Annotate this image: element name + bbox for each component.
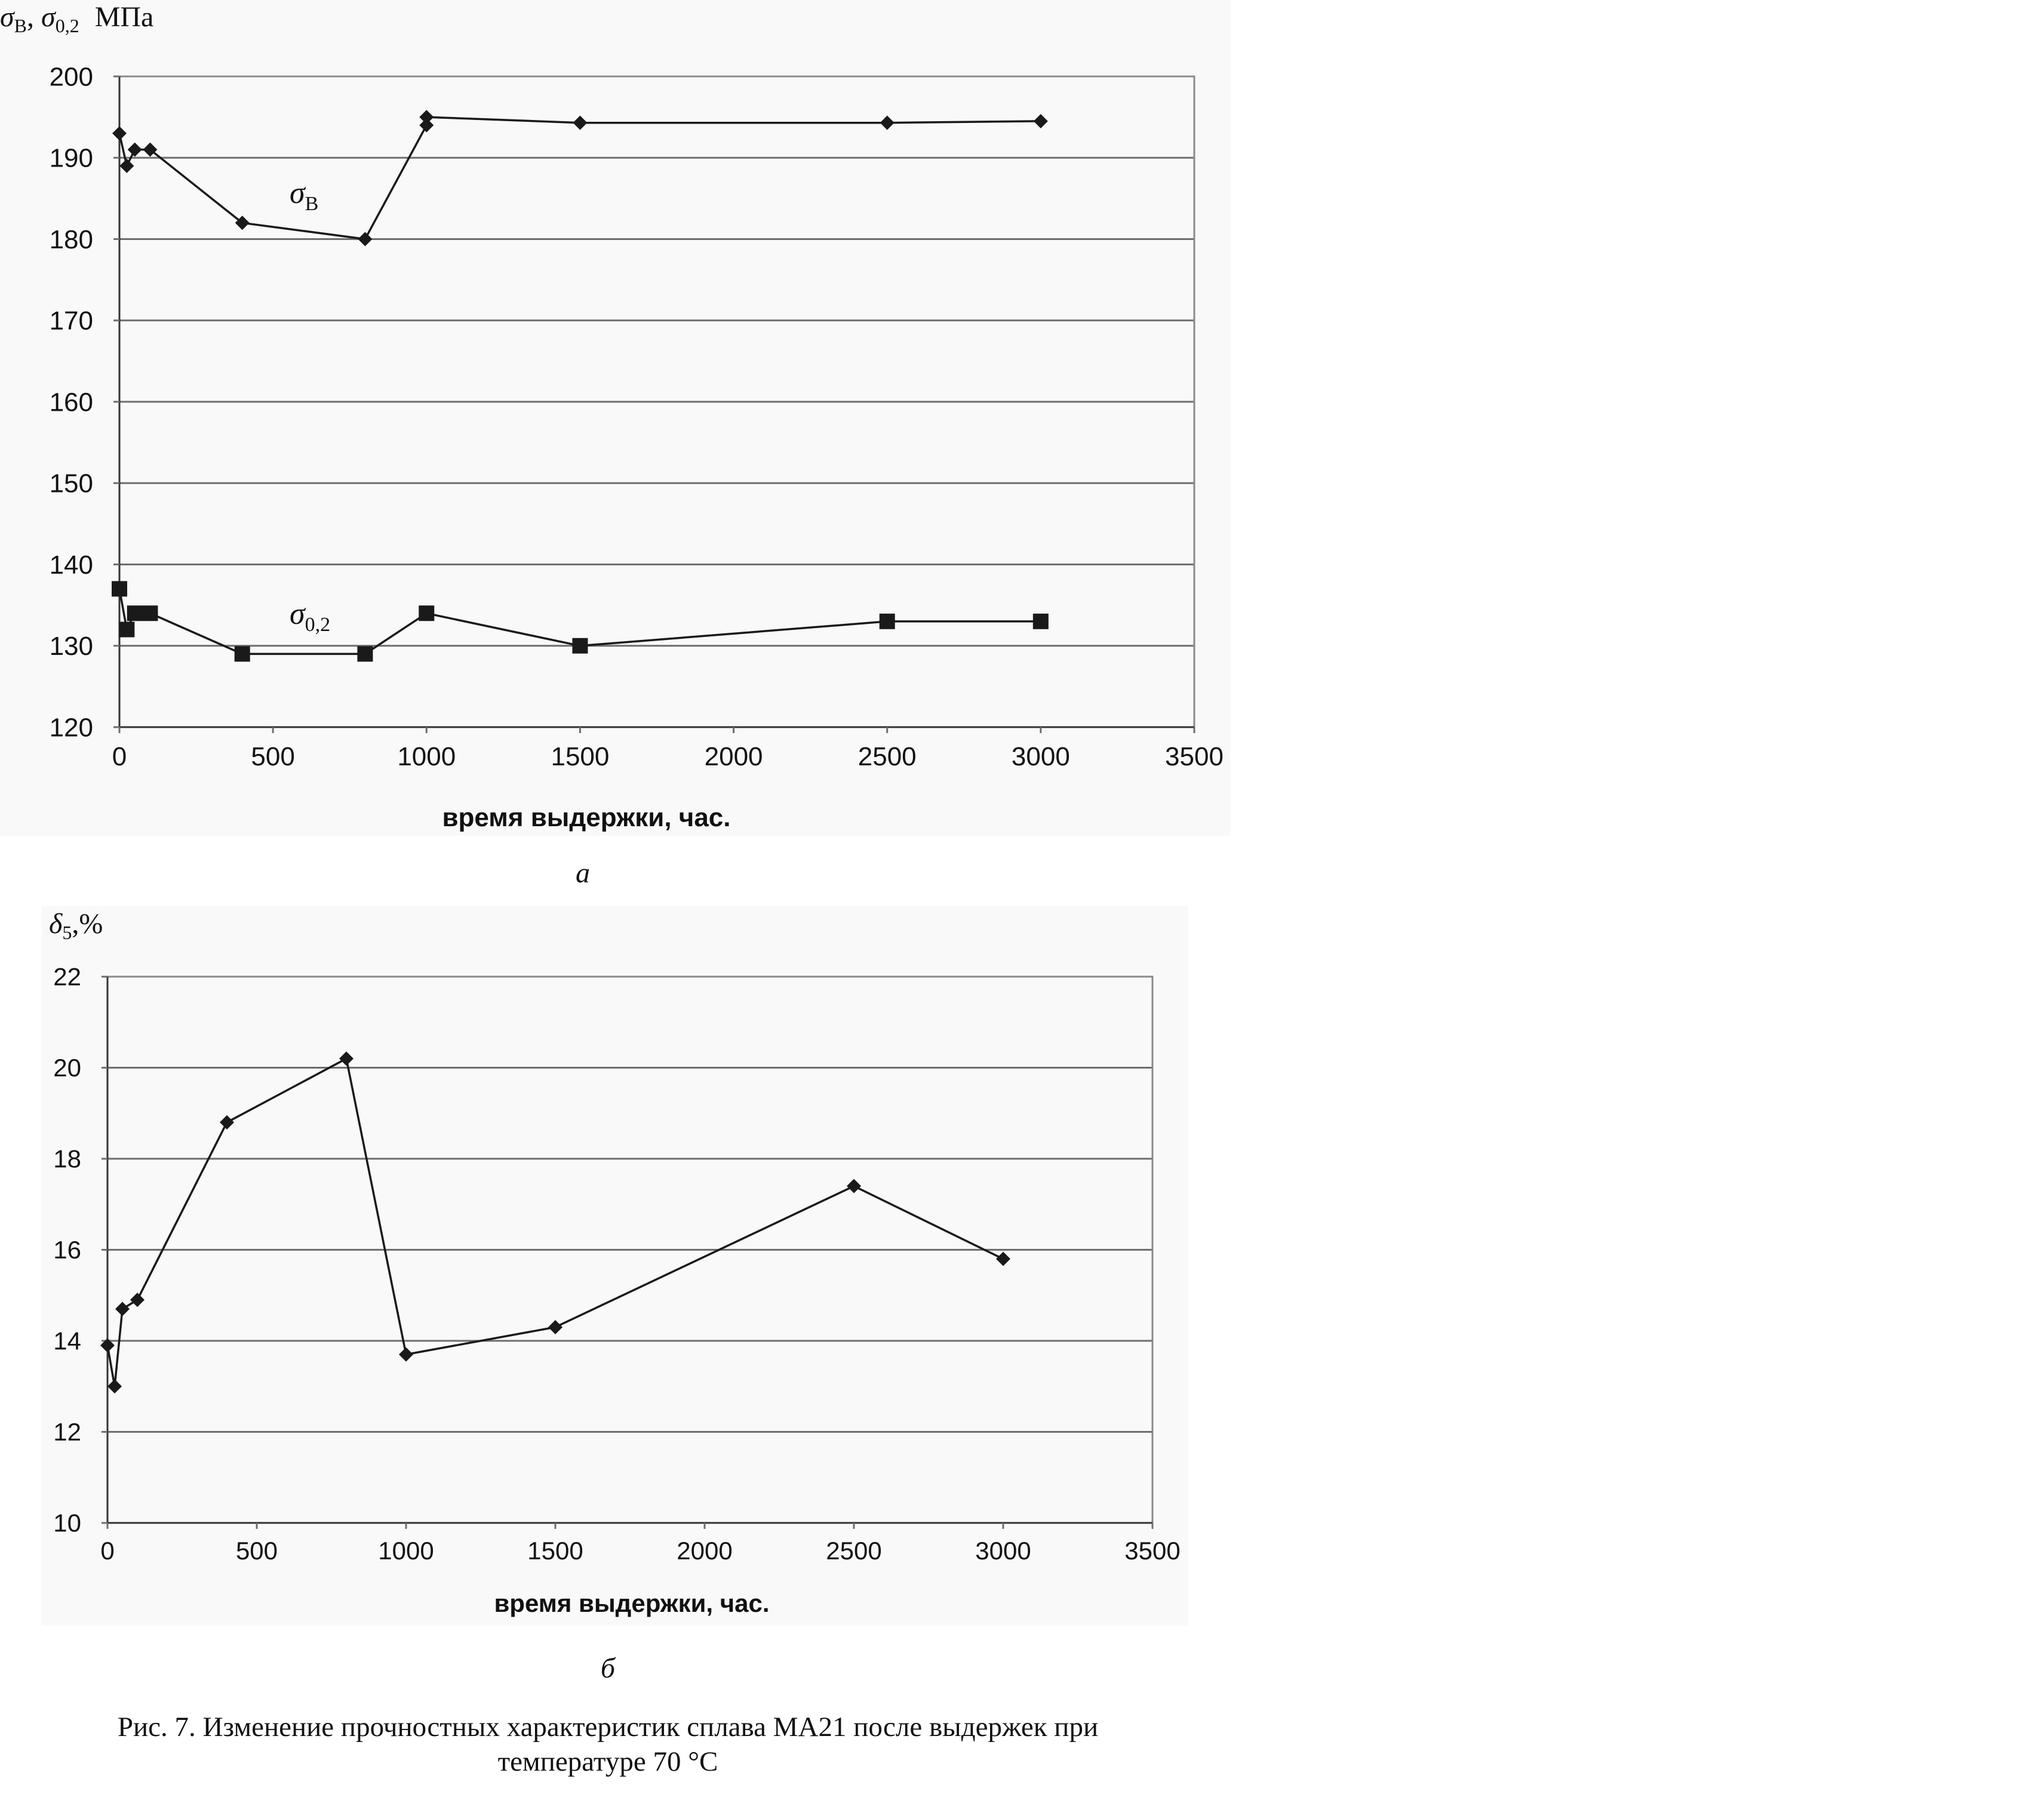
chart-b-y-title-main: δ: [49, 908, 63, 940]
chart-a-x-tick-label: 500: [251, 741, 295, 771]
chart-a-point-square: [1033, 614, 1049, 629]
chart-a-point-square: [142, 605, 158, 621]
chart-a-y-tick-label: 190: [49, 143, 93, 173]
chart-a-x-tick-label: 1000: [397, 741, 456, 771]
chart-a-y-tick-label: 140: [49, 550, 93, 580]
chart-a-y-tick-label: 160: [49, 387, 93, 417]
chart-b-x-tick-label: 3000: [975, 1536, 1031, 1565]
chart-a-x-tick-label: 2000: [704, 741, 763, 771]
chart-b-x-tick-label: 1500: [527, 1536, 583, 1565]
chart-a-point-square: [880, 614, 895, 629]
chart-a-point-square: [419, 605, 434, 621]
chart-a-y-tick-label: 200: [49, 62, 93, 92]
chart-b-y-tick-label: 22: [53, 962, 81, 991]
chart-a-y-title-unit: МПа: [94, 1, 154, 33]
chart-b-y-tick-label: 16: [53, 1236, 81, 1264]
chart-a-y-title-main: σ: [0, 1, 14, 33]
chart-a-x-tick-label: 3500: [1165, 741, 1224, 771]
chart-b-x-tick-label: 2000: [677, 1536, 733, 1565]
chart-b-x-tick-label: 3500: [1124, 1536, 1181, 1565]
chart-b-y-tick-label: 12: [53, 1418, 81, 1446]
chart-a-x-axis-title: время выдержки, час.: [442, 803, 731, 832]
chart-b-x-tick-label: 2500: [826, 1536, 882, 1565]
chart-b: [42, 906, 1188, 1626]
chart-b-background: [42, 906, 1188, 1626]
chart-b-y-tick-label: 18: [53, 1144, 81, 1173]
figure-caption-line-1: Рис. 7. Изменение прочностных характеристик сплава МА21 после выдержек при: [117, 1712, 1099, 1743]
chart-a-point-square: [127, 605, 143, 621]
chart-b-x-axis-title: время выдержки, час.: [494, 1589, 770, 1617]
chart-a-y-tick-label: 120: [49, 713, 93, 743]
panel-label-b: б: [600, 1652, 616, 1684]
chart-a-x-tick-label: 2500: [857, 741, 917, 771]
chart-a-y-tick-label: 130: [49, 632, 93, 661]
chart-a-point-square: [112, 581, 127, 596]
series-label-sigma-02-main: σ: [290, 597, 305, 631]
chart-b-y-title-sub1: 5: [62, 922, 72, 943]
chart-b-x-tick-label: 500: [235, 1536, 278, 1565]
chart-a-point-square: [119, 622, 134, 638]
chart-a-point-square: [572, 638, 588, 654]
chart-b-y-axis-title: [49, 908, 103, 943]
chart-a-point-square: [357, 646, 373, 661]
chart-b-x-tick-label: 0: [100, 1536, 115, 1565]
series-label-sigma-b-main: σ: [290, 176, 305, 210]
chart-a-y-tick-label: 170: [49, 306, 93, 336]
chart-a-point-square: [235, 646, 250, 661]
chart-a: [0, 0, 1230, 836]
chart-a-x-tick-label: 0: [112, 741, 127, 771]
panel-label-a: а: [576, 857, 590, 889]
chart-a-y-title-main2: σ: [41, 1, 56, 33]
chart-b-y-tick-label: 14: [53, 1326, 81, 1355]
chart-a-y-title-sub1: В: [14, 15, 27, 36]
figure-caption-line-2: температуре 70 °С: [497, 1746, 718, 1777]
chart-b-y-title-unit: ,%: [72, 908, 103, 940]
chart-a-y-tick-label: 180: [49, 224, 93, 254]
series-label-sigma-02-sub: 0,2: [305, 614, 331, 636]
chart-b-y-tick-label: 20: [53, 1054, 81, 1082]
chart-a-y-title-sub2: 0,2: [55, 15, 79, 36]
chart-a-x-tick-label: 1500: [551, 741, 610, 771]
chart-b-y-tick-label: 10: [53, 1509, 81, 1537]
series-label-sigma-b-sub: В: [305, 193, 319, 215]
chart-a-background: [0, 0, 1230, 836]
chart-a-y-tick-label: 150: [49, 469, 93, 498]
chart-b-x-tick-label: 1000: [378, 1536, 434, 1565]
chart-a-y-title-sep: ,: [27, 1, 42, 33]
chart-a-x-tick-label: 3000: [1011, 741, 1070, 771]
